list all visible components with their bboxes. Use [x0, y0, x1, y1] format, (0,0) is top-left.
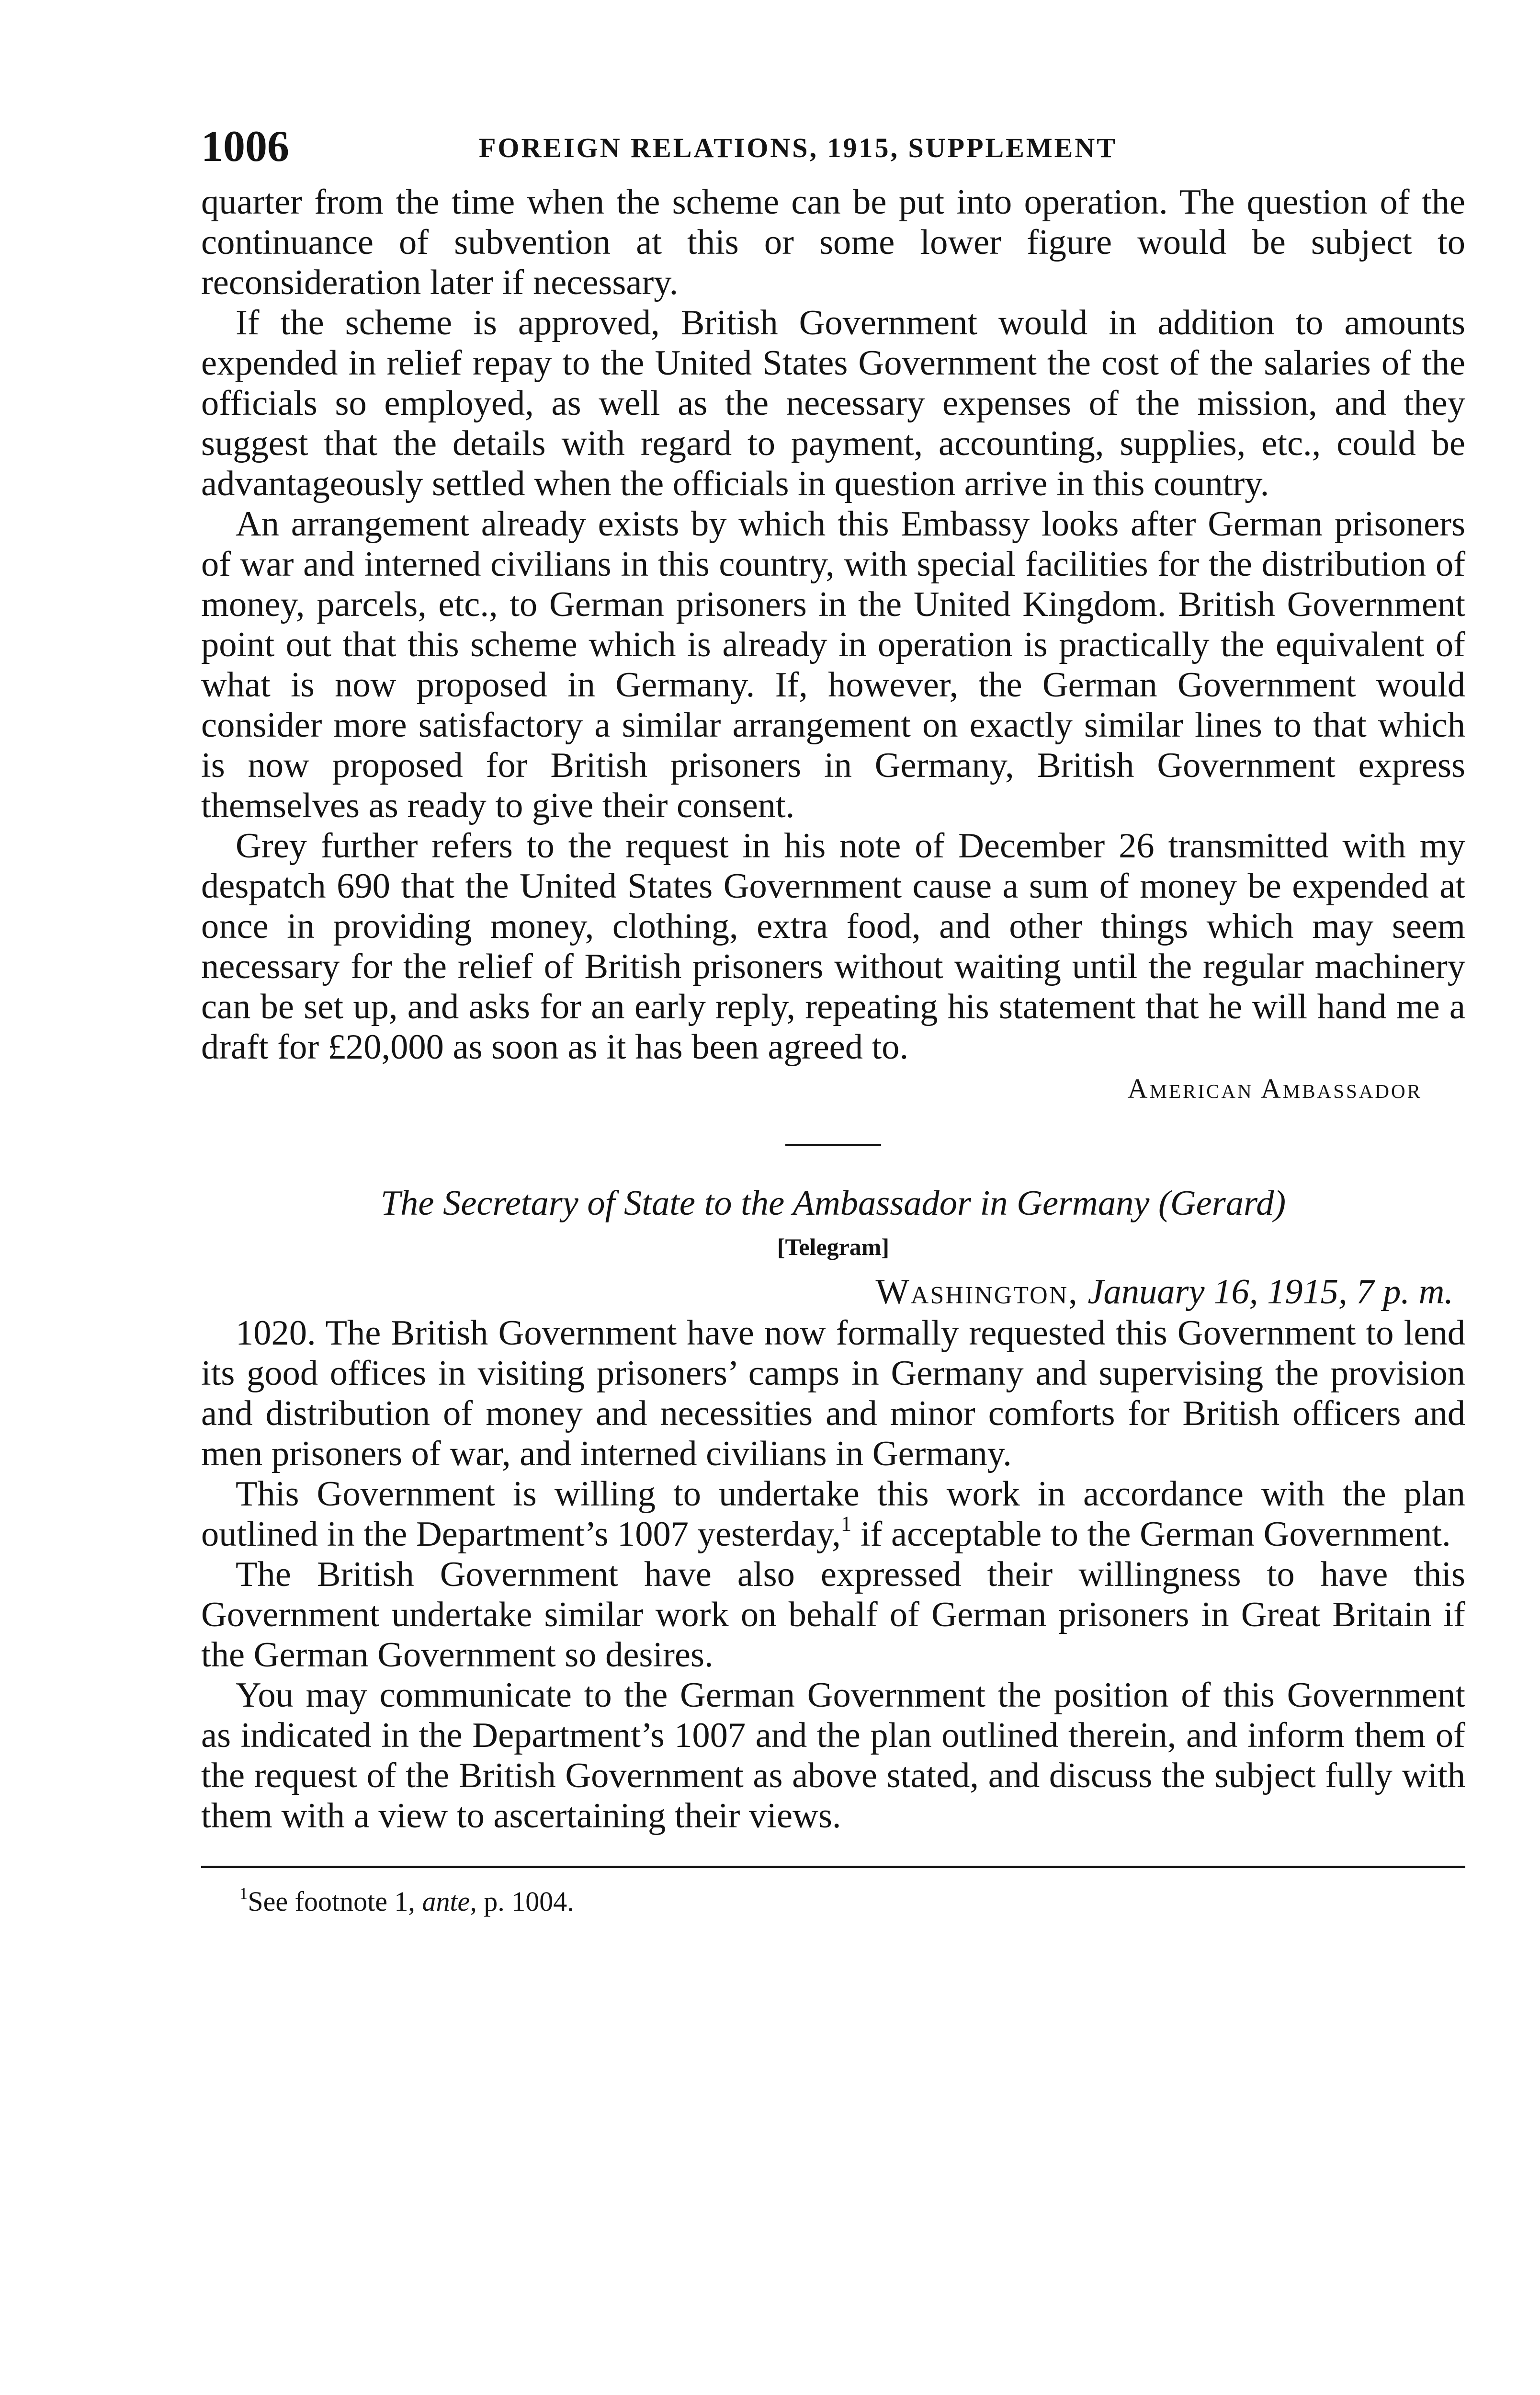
paragraph: quarter from the time when the scheme can be put into operation. The question of the continuance of subvention at this or some lower figure would be subject to reconsideration later if necessary. — [201, 182, 1465, 302]
document-title: The Secretary of State to the Ambassador in Germany (Gerard) — [380, 1184, 1286, 1223]
second-document — [201, 1182, 1465, 1836]
paragraph — [201, 1474, 1465, 1554]
paragraph: Grey further refers to the request in his note of December 26 transmitted with my despatch 690 that the United States Government cause a sum of money be expended at once in providing money, clothing, extra food, and other things which may seem necessary for the relief of British prisoners without waiting until the regular machinery can be set up, and asks for an early reply, repeating his statement that he will hand me a draft for £20,000 as soon as it has been agreed to. — [201, 826, 1465, 1067]
running-title: FOREIGN RELATIONS, 1915, SUPPLEMENT — [479, 132, 1117, 163]
dateline — [201, 1271, 1453, 1313]
dateline-date: January 16, 1915, 7 p. m. — [1087, 1272, 1453, 1312]
page-number: 1006 — [201, 122, 289, 171]
paragraph: 1020. The British Government have now formally requested this Government to lend its good offices in visiting prisoners’ camps in Germany and supervising the provision and distribution of money and necessities and minor comforts for British officers and men prisoners of war, and interned civilians in Germany. — [201, 1313, 1465, 1473]
paragraph: The British Government have also expressed their willingness to have this Government undertake similar work on behalf of German prisoners in Great Britain if the German Government so desires. — [201, 1555, 1465, 1675]
footnote-italic-text: ante, — [422, 1886, 477, 1917]
signature: American Ambassador — [1127, 1073, 1422, 1104]
paragraph-text: This Government is willing to undertake this work in accordance with the plan outlined in the Department’s 1007 yesterday, — [201, 1474, 1465, 1554]
footnote-text: See footnote 1, — [248, 1886, 415, 1917]
footnote-number: 1 — [239, 1884, 248, 1903]
paragraph: If the scheme is approved, British Government would in addition to amounts expended in relief repay to the United States Government the cost of the salaries of the officials so employed, as well as the necessary expenses of the mission, and they suggest that the details with regard to payment, accounting, supplies, etc., could be advantageously settled when the officials in question arrive in this country. — [201, 303, 1465, 503]
paragraph: An arrangement already exists by which this Embassy looks after German prisoners of war and interned civilians in this country, with special facilities for the distribution of money, parcels, etc., to German prisoners in the United Kingdom. British Government point out that this scheme which is already in operation is practically the equivalent of what is now proposed in Germany. If, however, the German Government would consider more satisfactory a similar arrangement on exactly similar lines to that which is now proposed for British prisoners in Germany, British Government express themselves as ready to give their consent. — [201, 504, 1465, 825]
first-document — [201, 182, 1465, 1110]
footnote-page-ref: p. 1004. — [484, 1886, 574, 1917]
section-divider — [785, 1144, 881, 1146]
running-header — [201, 120, 1465, 172]
dateline-place: Washington, — [875, 1272, 1079, 1312]
footnote — [239, 1882, 1465, 1921]
footnote-marker: 1 — [840, 1511, 852, 1536]
document-type: [Telegram] — [777, 1233, 890, 1260]
paragraph-text: if acceptable to the German Government. — [860, 1515, 1451, 1554]
paragraph: You may communicate to the German Government the position of this Government as indicated in the Department’s 1007 and the plan outlined therein, and inform them of the request of the British Government as above stated, and discuss the subject fully with them with a view to ascertaining their views. — [201, 1676, 1465, 1836]
document-page — [201, 120, 1465, 1921]
footnote-rule — [201, 1866, 1465, 1868]
